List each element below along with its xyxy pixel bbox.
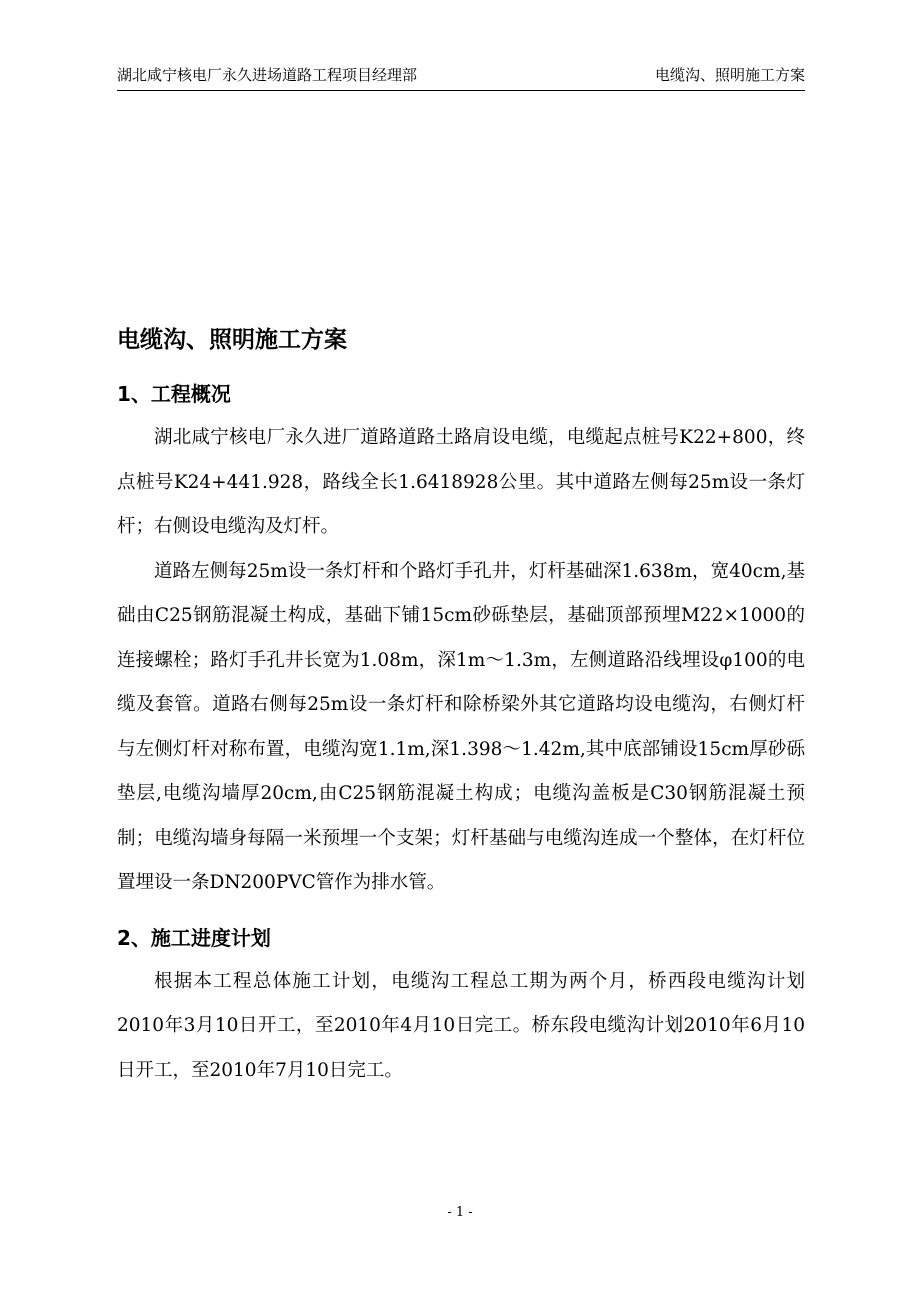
- section-heading-schedule: 2、施工进度计划: [117, 925, 271, 950]
- schedule-paragraph-1: 根据本工程总体施工计划，电缆沟工程总工期为两个月，桥西段电缆沟计划2010年3月10日开工，至2010年4月10日完工。桥东段电缆沟计划2010年6月10日开工，至2010年7月10日完工。: [117, 970, 805, 1081]
- overview-paragraph-1: 湖北咸宁核电厂永久进厂道路道路土路肩设电缆，电缆起点桩号K22+800，终点桩号K24+441.928，路线全长1.6418928公里。其中道路左侧每25m设一条灯杆；右侧设电缆沟及灯杆。: [117, 427, 805, 537]
- section-heading-overview: 1、工程概况: [117, 382, 231, 406]
- document-title: 电缆沟、照明施工方案: [117, 327, 347, 353]
- page-number: - 1 -: [447, 1205, 473, 1220]
- header-organization: 湖北咸宁核电厂永久进场道路工程项目经理部: [117, 66, 418, 84]
- page-header: [117, 64, 805, 91]
- overview-paragraph-2: 道路左侧每25m设一条灯杆和个路灯手孔井，灯杆基础深1.638m，宽40cm,基础由C25钢筋混凝土构成，基础下铺15cm砂砾垫层，基础顶部预埋M22×1000的连接螺栓；路灯手孔井长宽为1.08m，深1m～1.3m，左侧道路沿线埋设φ100的电缆及套管。道路右侧每25m设一条灯杆和除桥梁外其它道路均设电缆沟，右侧灯杆与左侧灯杆对称布置，电缆沟宽1.1m,深1.398～1.42m,其中底部铺设15cm厚砂砾垫层,电缆沟墙厚20cm,由C25钢筋混凝土构成；电缆沟盖板是C30钢筋混凝土预制；电缆沟墙身每隔一米预埋一个支架；灯杆基础与电缆沟连成一个整体，在灯杆位置埋设一条DN200PVC管作为排水管。: [117, 560, 805, 893]
- header-document-title: 电缆沟、照明施工方案: [654, 66, 805, 84]
- document-body: [117, 318, 805, 1093]
